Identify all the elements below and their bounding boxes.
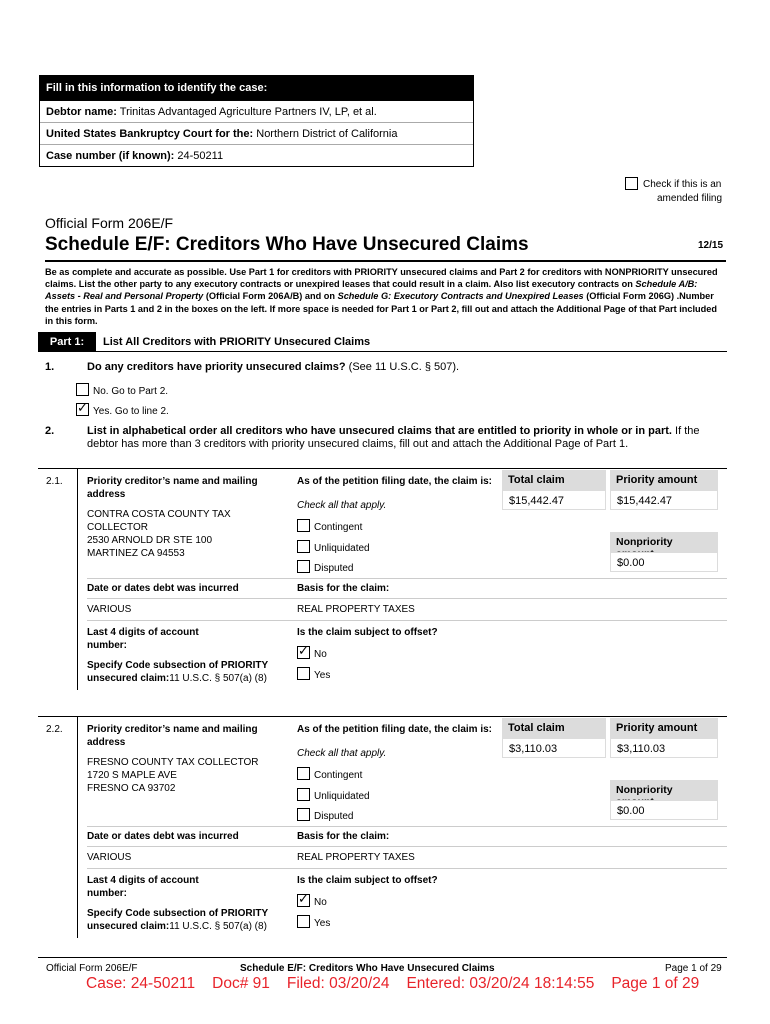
stamp-case: Case: 24-50211 xyxy=(86,975,196,992)
basis-label: Basis for the claim: xyxy=(297,583,390,594)
entry-number: 2.1. xyxy=(46,476,63,487)
specify-code-label: Specify Code subsection of PRIORITY unsecured claim: xyxy=(87,660,268,684)
total-claim-header: Total claim xyxy=(502,470,606,490)
offset-yes-label: Yes xyxy=(314,918,331,929)
unliquidated-label: Unliquidated xyxy=(314,543,370,554)
last4-label: Last 4 digits of account number: xyxy=(87,627,199,651)
contingent-checkbox[interactable] xyxy=(297,519,310,532)
nonpriority-amount-value: $0.00 xyxy=(610,552,718,572)
basis-label: Basis for the claim: xyxy=(297,831,390,842)
unliquidated-checkbox[interactable] xyxy=(297,540,310,553)
entry-number: 2.2. xyxy=(46,724,63,735)
total-claim-header: Total claim xyxy=(502,718,606,738)
amended-checkbox[interactable] xyxy=(625,177,638,190)
part1-tag: Part 1: xyxy=(38,332,96,352)
priority-amount-value: $15,442.47 xyxy=(610,490,718,510)
unliquidated-option[interactable] xyxy=(297,788,370,803)
instructions-text-4: Schedule G: Executory Contracts and Unexpired Leases xyxy=(337,291,584,302)
disputed-label: Disputed xyxy=(314,811,354,822)
contingent-checkbox[interactable] xyxy=(297,767,310,780)
date-incurred-value: VARIOUS xyxy=(87,852,132,863)
q1-option-yes[interactable] xyxy=(76,403,169,418)
offset-yes-label: Yes xyxy=(314,670,331,681)
creditor-name-line1: CONTRA COSTA COUNTY TAX xyxy=(87,509,231,520)
amended-line1: Check if this is an xyxy=(643,179,722,190)
date-incurred-label: Date or dates debt was incurred xyxy=(87,583,239,594)
creditor-address xyxy=(87,508,282,560)
debtor-line xyxy=(46,106,466,119)
total-claim-value: $15,442.47 xyxy=(502,490,606,510)
check-all-label: Check all that apply. xyxy=(297,748,387,759)
stamp-page: Page 1 of 29 xyxy=(611,975,700,992)
specify-code-value: 11 U.S.C. § 507(a) (8) xyxy=(169,673,267,684)
court-label: United States Bankruptcy Court for the: xyxy=(46,128,254,140)
total-claim-value: $3,110.03 xyxy=(502,738,606,758)
q1-text xyxy=(87,361,707,374)
creditor-address-line1: FRESNO CA 93702 xyxy=(87,783,176,794)
instructions-text-2: Schedule A/B: Assets - Real and Personal Property xyxy=(45,279,698,302)
contingent-label: Contingent xyxy=(314,770,363,781)
offset-no-checkbox[interactable] xyxy=(297,894,310,907)
petition-claim-label: As of the petition filing date, the claim is: xyxy=(297,476,493,487)
creditor-name-label: Priority creditor’s name and mailing address xyxy=(87,476,258,500)
stamp-entered: Entered: 03/20/24 18:14:55 xyxy=(406,975,595,992)
q1-no-checkbox[interactable] xyxy=(76,383,89,396)
offset-no-option[interactable] xyxy=(297,894,327,909)
court-value: Northern District of California xyxy=(256,128,398,140)
offset-no-label: No xyxy=(314,897,327,908)
nonpriority-amount-header: Nonpriority xyxy=(610,532,718,552)
instructions-text-5: (Official Form 206G) .Number the entries in Parts 1 and 2 in the boxes on the left. If more space is needed for Part 1 or Part 2, fill out and attach the Additional Page of that Part included in this form. xyxy=(45,291,718,326)
q1-no-label: No. Go to Part 2. xyxy=(93,386,169,397)
instructions-text-3: (Official Form 206A/B) and on xyxy=(203,291,338,302)
offset-yes-checkbox[interactable] xyxy=(297,667,310,680)
stamp-filed: Filed: 03/20/24 xyxy=(286,975,390,992)
petition-claim-label: As of the petition filing date, the claim is: xyxy=(297,724,493,735)
contingent-option[interactable] xyxy=(297,519,362,534)
basis-value: REAL PROPERTY TAXES xyxy=(297,852,415,863)
offset-yes-checkbox[interactable] xyxy=(297,915,310,928)
q1-option-no[interactable] xyxy=(76,383,168,398)
case-number-value: 24-50211 xyxy=(177,150,224,162)
q1-text-rest: (See 11 U.S.C. § 507). xyxy=(345,361,460,373)
case-info-header: Fill in this information to identify the case: xyxy=(40,76,473,101)
court-filing-stamp xyxy=(86,974,726,994)
case-info-box xyxy=(39,75,474,167)
nonpriority-amount-header: Nonpriority xyxy=(610,780,718,800)
q2-text-rest: If the debtor has more than 3 creditors with priority unsecured claims, fill out and attach the Additional Page of Part 1. xyxy=(87,425,700,450)
q2-text xyxy=(87,425,712,451)
basis-value: REAL PROPERTY TAXES xyxy=(297,604,415,615)
q1-text-bold: Do any creditors have priority unsecured claims? xyxy=(87,361,346,373)
disputed-checkbox[interactable] xyxy=(297,808,310,821)
offset-label: Is the claim subject to offset? xyxy=(297,627,438,638)
disputed-label: Disputed xyxy=(314,563,354,574)
amended-line2: amended filing xyxy=(657,193,723,204)
q1-yes-checkbox[interactable] xyxy=(76,403,89,416)
offset-yes-option[interactable] xyxy=(297,915,330,930)
q2-number: 2. xyxy=(45,425,55,437)
disputed-option[interactable] xyxy=(297,560,353,575)
unliquidated-option[interactable] xyxy=(297,540,370,555)
debtor-label: Debtor name: xyxy=(46,106,117,118)
priority-amount-value: $3,110.03 xyxy=(610,738,718,758)
footer-form-name: Official Form 206E/F xyxy=(46,963,138,974)
disputed-checkbox[interactable] xyxy=(297,560,310,573)
priority-amount-header: Priority amount xyxy=(610,470,718,490)
specify-code xyxy=(87,907,287,933)
last4-label: Last 4 digits of account number: xyxy=(87,875,199,899)
check-all-label: Check all that apply. xyxy=(297,500,387,511)
creditor-name-line2: 1720 S MAPLE AVE xyxy=(87,770,177,781)
offset-yes-option[interactable] xyxy=(297,667,330,682)
part1-title: List All Creditors with PRIORITY Unsecured Claims xyxy=(103,336,371,348)
q1-yes-label: Yes. Go to line 2. xyxy=(93,406,169,417)
creditor-address-line2: MARTINEZ CA 94553 xyxy=(87,548,185,559)
specify-code-value: 11 U.S.C. § 507(a) (8) xyxy=(169,921,267,932)
instructions xyxy=(45,266,727,327)
stamp-doc: Doc# 91 xyxy=(212,975,270,992)
q1-number: 1. xyxy=(45,361,55,373)
creditor-entry xyxy=(0,716,770,946)
creditor-address xyxy=(87,756,282,795)
offset-no-checkbox[interactable] xyxy=(297,646,310,659)
page-title: Schedule E/F: Creditors Who Have Unsecured Claims xyxy=(45,234,529,255)
q2-text-bold: List in alphabetical order all creditors who have unsecured claims that are entitled to priority in whole or in part. xyxy=(87,425,672,437)
footer-title: Schedule E/F: Creditors Who Have Unsecured Claims xyxy=(240,963,495,974)
creditor-name-label: Priority creditor’s name and mailing address xyxy=(87,724,258,748)
contingent-label: Contingent xyxy=(314,522,363,533)
date-incurred-value: VARIOUS xyxy=(87,604,132,615)
footer-page: Page 1 of 29 xyxy=(665,963,722,974)
offset-no-label: No xyxy=(314,649,327,660)
creditor-name-line2: COLLECTOR xyxy=(87,522,148,533)
specify-code xyxy=(87,659,287,685)
date-incurred-label: Date or dates debt was incurred xyxy=(87,831,239,842)
court-line xyxy=(46,128,466,141)
offset-no-option[interactable] xyxy=(297,646,327,661)
instructions-text-1: Be as complete and accurate as possible. Use Part 1 for creditors with PRIORITY unsecured claims and Part 2 for creditors with NONPRIORITY unsecured claims. List the other party to any executory contracts or unexpired leases that could result in a claim. Also list executory contracts on xyxy=(45,267,718,290)
form-date: 12/15 xyxy=(698,240,724,251)
nonpriority-amount-value: $0.00 xyxy=(610,800,718,820)
unliquidated-checkbox[interactable] xyxy=(297,788,310,801)
unliquidated-label: Unliquidated xyxy=(314,791,370,802)
case-number-label: Case number (if known): xyxy=(46,150,175,162)
creditor-entry xyxy=(0,468,770,698)
disputed-option[interactable] xyxy=(297,808,353,823)
priority-amount-header: Priority amount xyxy=(610,718,718,738)
creditor-name-line1: FRESNO COUNTY TAX COLLECTOR xyxy=(87,757,259,768)
debtor-value: Trinitas Advantaged Agriculture Partners IV, LP, et al. xyxy=(119,106,377,118)
specify-code-label: Specify Code subsection of PRIORITY unsecured claim: xyxy=(87,908,268,932)
creditor-address-line1: 2530 ARNOLD DR STE 100 xyxy=(87,535,213,546)
official-form-label: Official Form 206E/F xyxy=(45,215,174,231)
offset-label: Is the claim subject to offset? xyxy=(297,875,438,886)
contingent-option[interactable] xyxy=(297,767,362,782)
case-number-line xyxy=(46,150,466,163)
